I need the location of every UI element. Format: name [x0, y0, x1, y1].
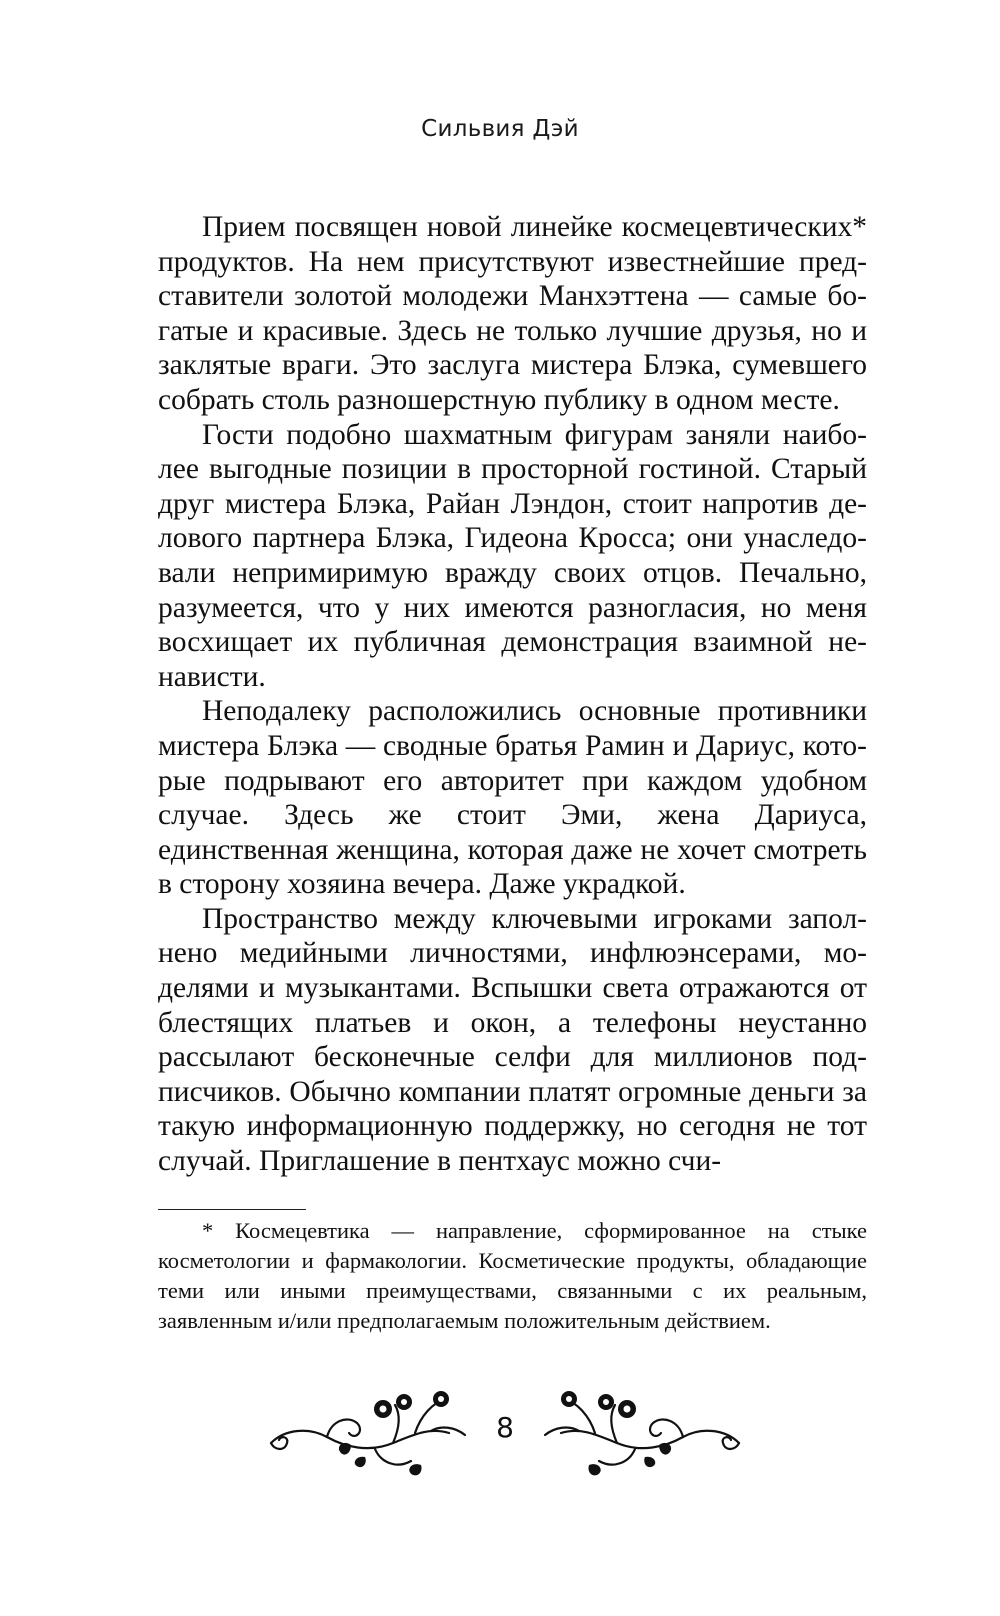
paragraph-3: Неподалеку расположились основные противники мистера Блэка — сводные братья Рамин и Дариус, которые подрывают его авторитет при каждом удобном случае. Здесь же стоит Эми, жена Дариуса, единственная женщина, которая даже не хочет смотреть в сторону хозяина вечера. Даже украдкой. — [158, 695, 867, 901]
paragraph-2: Гости подобно шахматным фигурам заняли наиболее выгодные позиции в просторной гостиной. Старый друг мистера Блэка, Райан Лэндон, стоит напротив делового партнера Блэка, Гидеона Кросса; они унаследовали непримиримую вражду своих отцов. Печально, разумеется, что у них имеются разногласия, но меня восхищает их публичная демонстрация взаимной ненависти. — [158, 418, 867, 693]
body-text — [158, 210, 867, 1179]
rose-vine-ornament-icon — [535, 1385, 745, 1485]
paragraph-1: Прием посвящен новой линейке космецевтических* продуктов. На нем присутствуют известнейшие представители золотой молодежи Манхэттена — самые богатые и красивые. Здесь не только лучшие друзья, но и заклятые враги. Это заслуга мистера Блэка, сумевшего собрать столь разношерстную публику в одном месте. — [158, 211, 867, 416]
footnote: * Космецевтика — направление, сформированное на стыке косметологии и фармакологии. Косметические продукты, обладающие теми или иными преимуществами, связанными с их реальным, заявленным и/или предполагаемым положительным действием. — [158, 1218, 867, 1333]
page-number: 8 — [496, 1411, 514, 1444]
page-footer — [265, 1385, 745, 1485]
running-head-title: Сильвия Дэй — [421, 116, 579, 142]
footnote-separator — [158, 1209, 306, 1210]
rose-vine-ornament-icon — [265, 1385, 475, 1485]
paragraph-4: Пространство между ключевыми игроками заполнено медийными личностями, инфлюэнсерами, моделями и музыкантами. Вспышки света отражаются от блестящих платьев и окон, а телефоны неустанно рассылают бесконечные селфи для миллионов подписчиков. Обычно компании платят огромные деньги за такую информационную поддержку, но сегодня не тот случай. Приглашение в пентхаус можно счи- — [158, 902, 867, 1178]
